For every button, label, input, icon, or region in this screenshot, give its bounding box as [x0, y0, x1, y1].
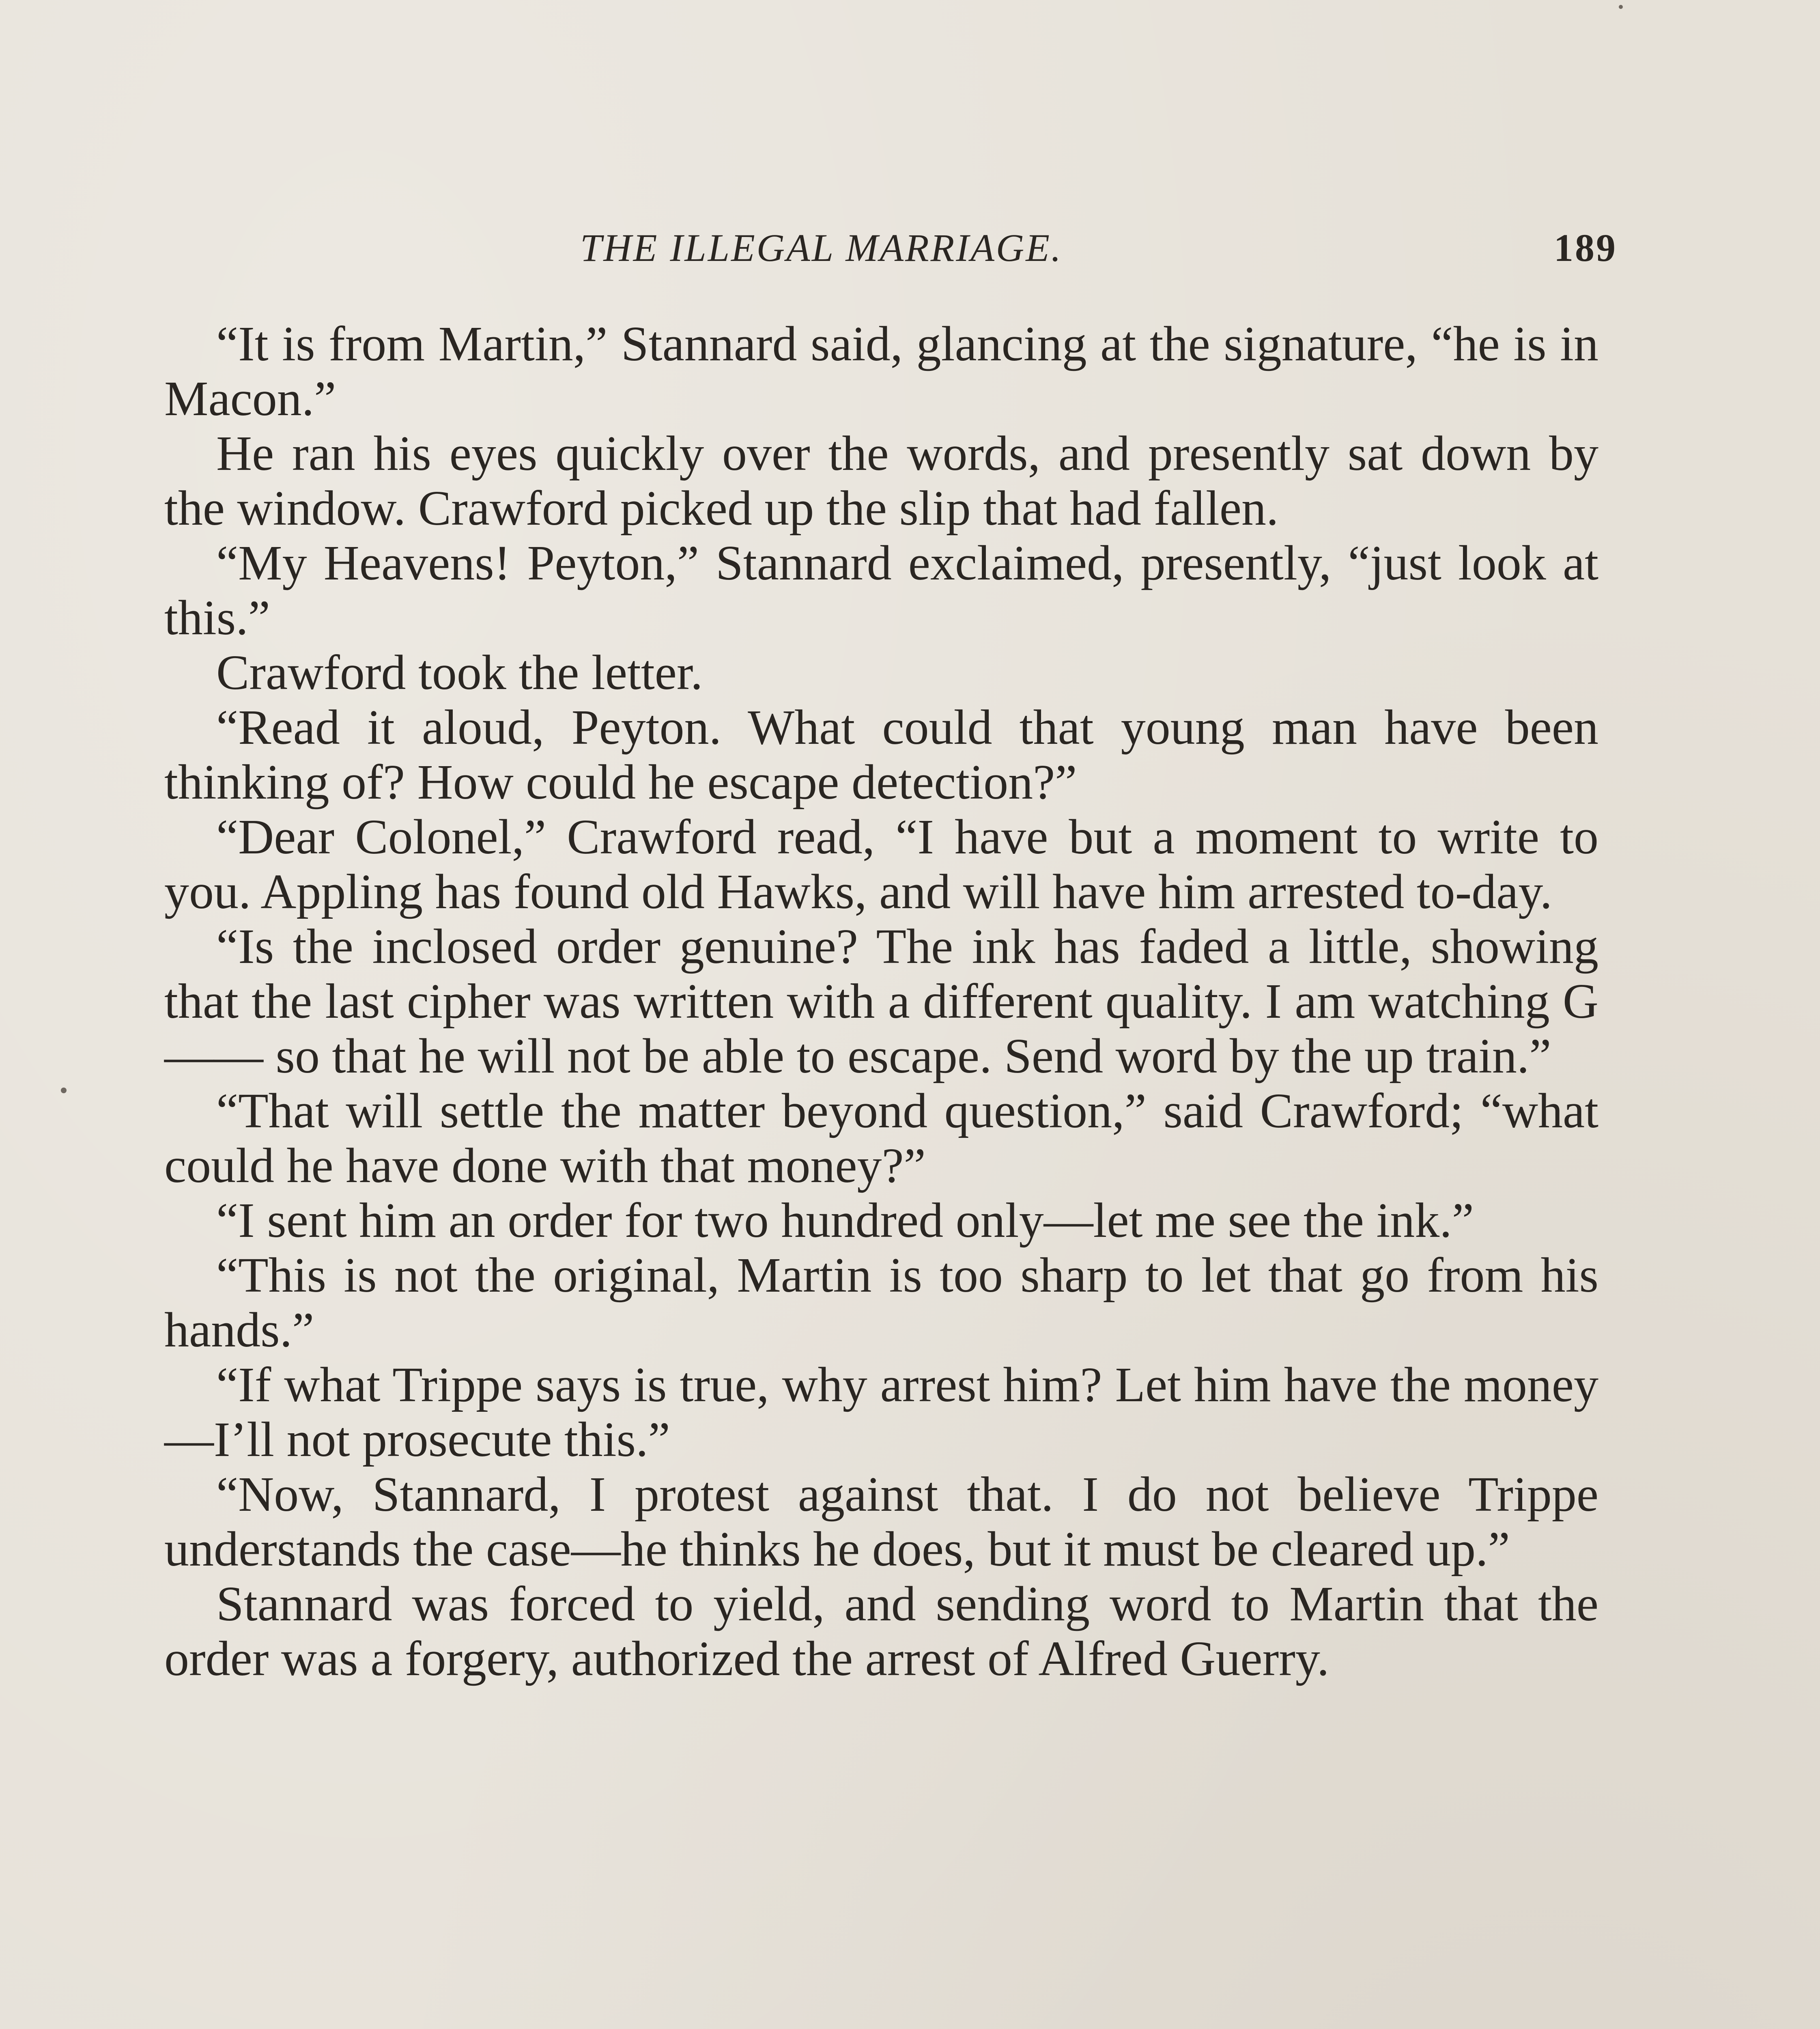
- paragraph: “My Heavens! Peyton,” Stannard exclaimed, presently, “just look at this.”: [164, 536, 1598, 645]
- paragraph: “Is the inclosed order genuine? The ink has faded a little, showing that the last cipher was written with a different quality. I am watching G—— so that he will not be able to escape. Send word by the up train.”: [164, 919, 1598, 1083]
- paragraph: “It is from Martin,” Stannard said, glancing at the signature, “he is in Macon.”: [164, 317, 1598, 426]
- paragraph: “Read it aloud, Peyton. What could that young man have been thinking of? How could he escape detection?”: [164, 700, 1598, 810]
- page-number: 189: [1554, 226, 1617, 269]
- running-title: THE ILLEGAL MARRIAGE.: [580, 226, 1063, 269]
- paper-speck: [1619, 5, 1623, 9]
- paragraph: Crawford took the letter.: [216, 645, 703, 700]
- paper-speck: [61, 1088, 67, 1093]
- paragraph: “I sent him an order for two hundred only—let me see the ink.”: [216, 1193, 1474, 1248]
- body-text: [164, 317, 1598, 1686]
- paragraph: He ran his eyes quickly over the words, and presently sat down by the window. Crawford picked up the slip that had fallen.: [164, 426, 1598, 536]
- paragraph: “If what Trippe says is true, why arrest him? Let him have the money—I’ll not prosecute this.”: [164, 1357, 1598, 1467]
- paragraph: “Dear Colonel,” Crawford read, “I have but a moment to write to you. Appling has found old Hawks, and will have him arrested to-day.: [164, 810, 1598, 919]
- paragraph: “This is not the original, Martin is too sharp to let that go from his hands.”: [164, 1248, 1598, 1357]
- paragraph: “That will settle the matter beyond question,” said Crawford; “what could he have done with that money?”: [164, 1083, 1598, 1193]
- paragraph: Stannard was forced to yield, and sending word to Martin that the order was a forgery, authorized the arrest of Alfred Guerry.: [164, 1577, 1598, 1686]
- page-header: [162, 225, 1617, 274]
- paragraph: “Now, Stannard, I protest against that. I do not believe Trippe understands the case—he thinks he does, but it must be cleared up.”: [164, 1467, 1598, 1577]
